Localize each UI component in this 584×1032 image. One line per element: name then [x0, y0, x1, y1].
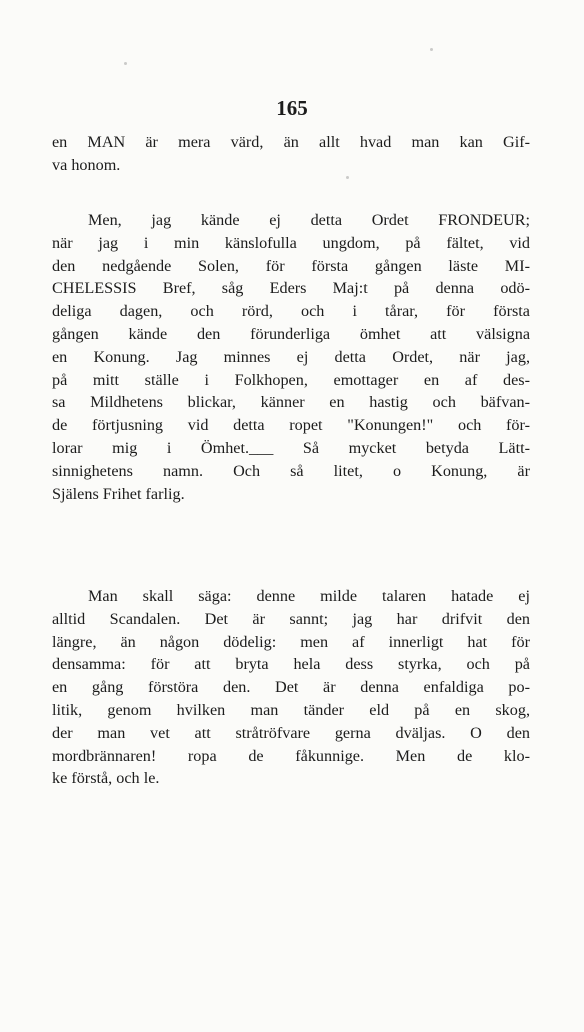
text-line: CHELESSIS Bref, såg Eders Maj:t på denna odö-	[52, 279, 530, 298]
page-number: 165	[276, 96, 308, 120]
text-line: densamma: för att bryta hela dess styrka, och på	[52, 655, 530, 674]
paragraph-3	[52, 585, 530, 790]
text-line: ke förstå, och le.	[52, 769, 160, 788]
text-line: alltid Scandalen. Det är sannt; jag har drifvit den	[52, 609, 530, 628]
text-line: när jag i min känslofulla ungdom, på fältet, vid	[52, 233, 530, 252]
text-line: va honom.	[52, 155, 121, 174]
text-line: Själens Frihet farlig.	[52, 484, 185, 503]
paper-speck	[430, 48, 433, 51]
text-line: en gång förstöra den. Det är denna enfaldiga po-	[52, 678, 530, 697]
text-line: en Konung. Jag minnes ej detta Ordet, när jag,	[52, 347, 530, 366]
text-line: en MAN är mera värd, än allt hvad man kan Gif-	[52, 133, 530, 151]
text-line: lorar mig i Ömhet.___ Så mycket betyda Lätt-	[52, 438, 530, 457]
text-line: gången kände den förunderliga ömhet att välsigna	[52, 324, 530, 343]
text-line: på mitt ställe i Folkhopen, emottager en af des-	[52, 370, 530, 389]
text-line: deliga dagen, och rörd, och i tårar, för första	[52, 302, 530, 321]
paper-speck	[346, 176, 349, 179]
text-line: litik, genom hvilken man tänder eld på en skog,	[52, 700, 530, 719]
text-line: längre, än någon dödelig: men af innerligt hat för	[52, 632, 530, 651]
text-line: den nedgående Solen, för första gången läste MI-	[52, 256, 530, 275]
text-line: sa Mildhetens blickar, känner en hastig och bäfvan-	[52, 393, 530, 412]
paragraph-1	[52, 131, 530, 177]
text-line: Men, jag kände ej detta Ordet FRONDEUR;	[88, 211, 530, 229]
paragraph-2	[52, 209, 530, 505]
paper-speck	[124, 62, 127, 65]
text-line: sinnighetens namn. Och så litet, o Konung, är	[52, 461, 530, 480]
text-line: mordbrännaren! ropa de fåkunnige. Men de klo-	[52, 746, 530, 765]
text-line: de förtjusning vid detta ropet "Konungen!" och för-	[52, 416, 530, 435]
text-line: Man skall säga: denne milde talaren hatade ej	[88, 587, 530, 605]
text-line: der man vet att stråtröfvare gerna dväljas. O den	[52, 723, 530, 742]
